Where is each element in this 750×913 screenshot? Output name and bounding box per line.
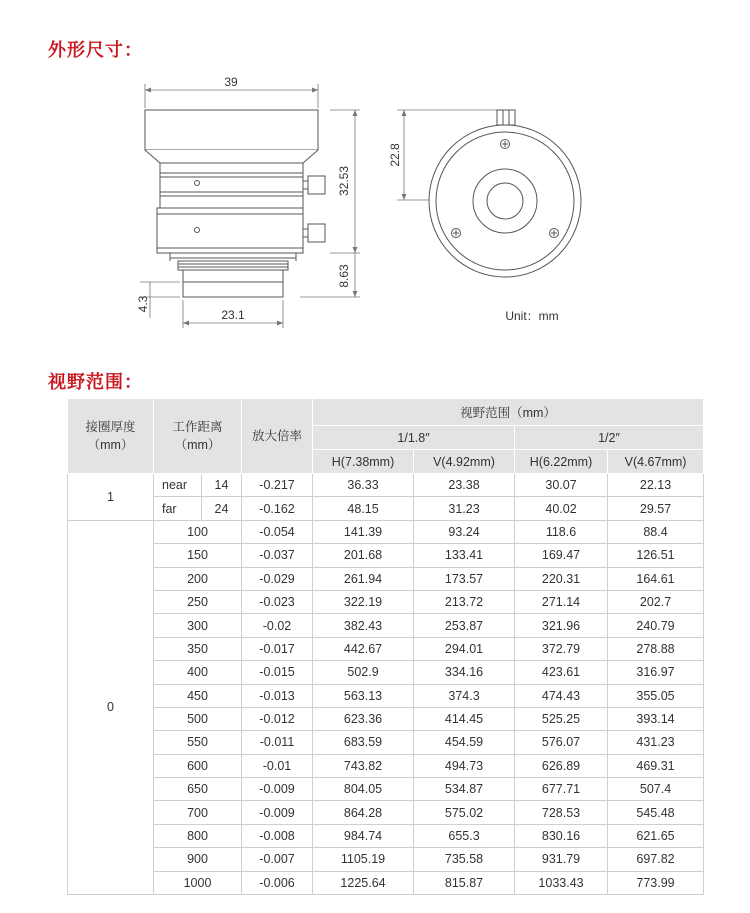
group0-body [68,520,704,894]
mag-cell: -0.017 [242,637,313,660]
mag-cell: -0.011 [242,731,313,754]
h1-cell: 864.28 [313,801,414,824]
wd-cell: 550 [154,731,242,754]
mag-cell: -0.01 [242,754,313,777]
v2-cell: 469.31 [608,754,704,777]
table-row [68,637,704,660]
dim-39-label: 39 [224,75,238,89]
v1-cell: 294.01 [414,637,515,660]
mag-cell: -0.008 [242,824,313,847]
dim-8-63-label: 8.63 [337,264,351,288]
v1-cell: 374.3 [414,684,515,707]
table-row [68,848,704,871]
v2-cell: 164.61 [608,567,704,590]
dim-4-3-label: 4.3 [136,295,150,313]
header-h2: H(6.22mm) [515,450,608,474]
v1-cell: 213.72 [414,590,515,613]
v1-cell: 575.02 [414,801,515,824]
mag-cell: -0.037 [242,544,313,567]
v1-cell: 454.59 [414,731,515,754]
h1-cell: 36.33 [313,474,414,497]
wd-cell: 450 [154,684,242,707]
wd-cell: 600 [154,754,242,777]
front-aperture [487,183,523,219]
ring-cell: 1 [68,474,154,521]
h2-cell: 525.25 [515,707,608,730]
dim-32-53-label: 32.53 [337,165,351,197]
v2-cell: 126.51 [608,544,704,567]
header-v2: V(4.67mm) [608,450,704,474]
h1-cell: 382.43 [313,614,414,637]
h2-cell: 677.71 [515,778,608,801]
mag-cell: -0.015 [242,661,313,684]
h2-cell: 830.16 [515,824,608,847]
ring-cell: 0 [68,520,154,894]
v1-cell: 133.41 [414,544,515,567]
h2-cell: 576.07 [515,731,608,754]
wd-cell: 1000 [154,871,242,894]
v2-cell: 202.7 [608,590,704,613]
h1-cell: 623.36 [313,707,414,730]
v2-cell: 240.79 [608,614,704,637]
v2-cell: 29.57 [608,497,704,520]
table-row [68,871,704,894]
header-sensor-1-1-8: 1/1.8″ [313,426,515,450]
mag-cell: -0.009 [242,801,313,824]
h1-cell: 1105.19 [313,848,414,871]
h2-cell: 1033.43 [515,871,608,894]
side-view [145,110,325,297]
wd-cell: 200 [154,567,242,590]
mag-cell: -0.023 [242,590,313,613]
h2-cell: 30.07 [515,474,608,497]
dimensions-section-title: 外形尺寸： [48,40,143,61]
front-lock-screw [497,110,515,125]
h2-cell: 423.61 [515,661,608,684]
h2-cell: 474.43 [515,684,608,707]
v1-cell: 23.38 [414,474,515,497]
wd-cell: 300 [154,614,242,637]
header-v1: V(4.92mm) [414,450,515,474]
wd-cell: 24 [202,497,242,520]
v1-cell: 414.45 [414,707,515,730]
wd-cell: 150 [154,544,242,567]
h1-cell: 563.13 [313,684,414,707]
v1-cell: 494.73 [414,754,515,777]
h1-cell: 502.9 [313,661,414,684]
table-row [68,614,704,637]
mag-cell: -0.02 [242,614,313,637]
v2-cell: 507.4 [608,778,704,801]
v2-cell: 393.14 [608,707,704,730]
wd-label-cell: far [154,497,202,520]
lens-focus-ring [160,163,303,208]
table-row [68,474,704,497]
h2-cell: 372.79 [515,637,608,660]
mag-cell: -0.162 [242,497,313,520]
header-fov: 视野范围（mm） [313,399,704,426]
v1-cell: 815.87 [414,871,515,894]
v2-cell: 545.48 [608,801,704,824]
fov-table [67,398,704,895]
v2-cell: 355.05 [608,684,704,707]
header-magnification: 放大倍率 [242,399,313,474]
h2-cell: 220.31 [515,567,608,590]
mag-cell: -0.217 [242,474,313,497]
unit-label: Unit：mm [505,309,559,323]
h2-cell: 40.02 [515,497,608,520]
table-row [68,497,704,520]
v1-cell: 655.3 [414,824,515,847]
h2-cell: 626.89 [515,754,608,777]
header-h1: H(7.38mm) [313,450,414,474]
mag-cell: -0.012 [242,707,313,730]
header-working-distance: 工作距离（mm） [154,399,242,474]
mag-cell: -0.013 [242,684,313,707]
v2-cell: 621.65 [608,824,704,847]
header-ring-thickness: 接圈厚度（mm） [68,399,154,474]
focus-lock-screw [308,176,325,194]
v2-cell: 431.23 [608,731,704,754]
table-row [68,824,704,847]
h1-cell: 261.94 [313,567,414,590]
h2-cell: 321.96 [515,614,608,637]
lens-thread-mount [178,261,288,270]
h2-cell: 271.14 [515,590,608,613]
v1-cell: 534.87 [414,778,515,801]
table-row [68,661,704,684]
h1-cell: 1225.64 [313,871,414,894]
h1-cell: 141.39 [313,520,414,543]
lens-dimension-drawing [0,60,750,340]
v2-cell: 22.13 [608,474,704,497]
v1-cell: 93.24 [414,520,515,543]
h1-cell: 804.05 [313,778,414,801]
h1-cell: 48.15 [313,497,414,520]
header-sensor-1-2: 1/2″ [515,426,704,450]
v2-cell: 88.4 [608,520,704,543]
wd-cell: 650 [154,778,242,801]
table-row [68,684,704,707]
v1-cell: 173.57 [414,567,515,590]
fov-section-title: 视野范围： [48,372,143,393]
table-row [68,801,704,824]
v1-cell: 334.16 [414,661,515,684]
h1-cell: 743.82 [313,754,414,777]
mag-cell: -0.009 [242,778,313,801]
v1-cell: 735.58 [414,848,515,871]
wd-cell: 250 [154,590,242,613]
lens-front-hood [145,110,318,150]
mag-cell: -0.054 [242,520,313,543]
h1-cell: 201.68 [313,544,414,567]
v2-cell: 773.99 [608,871,704,894]
lens-taper [145,150,318,163]
table-row [68,754,704,777]
table-row [68,778,704,801]
v2-cell: 278.88 [608,637,704,660]
h1-cell: 322.19 [313,590,414,613]
wd-cell: 500 [154,707,242,730]
v1-cell: 253.87 [414,614,515,637]
h2-cell: 931.79 [515,848,608,871]
v2-cell: 316.97 [608,661,704,684]
table-row [68,520,704,543]
h2-cell: 169.47 [515,544,608,567]
wd-cell: 350 [154,637,242,660]
v2-cell: 697.82 [608,848,704,871]
table-row [68,544,704,567]
wd-cell: 700 [154,801,242,824]
mag-cell: -0.006 [242,871,313,894]
h2-cell: 728.53 [515,801,608,824]
h1-cell: 442.67 [313,637,414,660]
v1-cell: 31.23 [414,497,515,520]
dim-22-8-label: 22.8 [388,143,402,167]
dim-23-1-label: 23.1 [221,308,245,322]
wd-cell: 14 [202,474,242,497]
front-view [429,110,581,277]
wd-cell: 100 [154,520,242,543]
table-row [68,590,704,613]
wd-cell: 400 [154,661,242,684]
mag-cell: -0.007 [242,848,313,871]
h1-cell: 683.59 [313,731,414,754]
wd-cell: 800 [154,824,242,847]
table-row [68,567,704,590]
table-row [68,731,704,754]
mag-cell: -0.029 [242,567,313,590]
h2-cell: 118.6 [515,520,608,543]
iris-lock-screw [308,224,325,242]
table-row [68,707,704,730]
wd-label-cell: near [154,474,202,497]
h1-cell: 984.74 [313,824,414,847]
wd-cell: 900 [154,848,242,871]
lens-iris-ring [157,208,303,253]
